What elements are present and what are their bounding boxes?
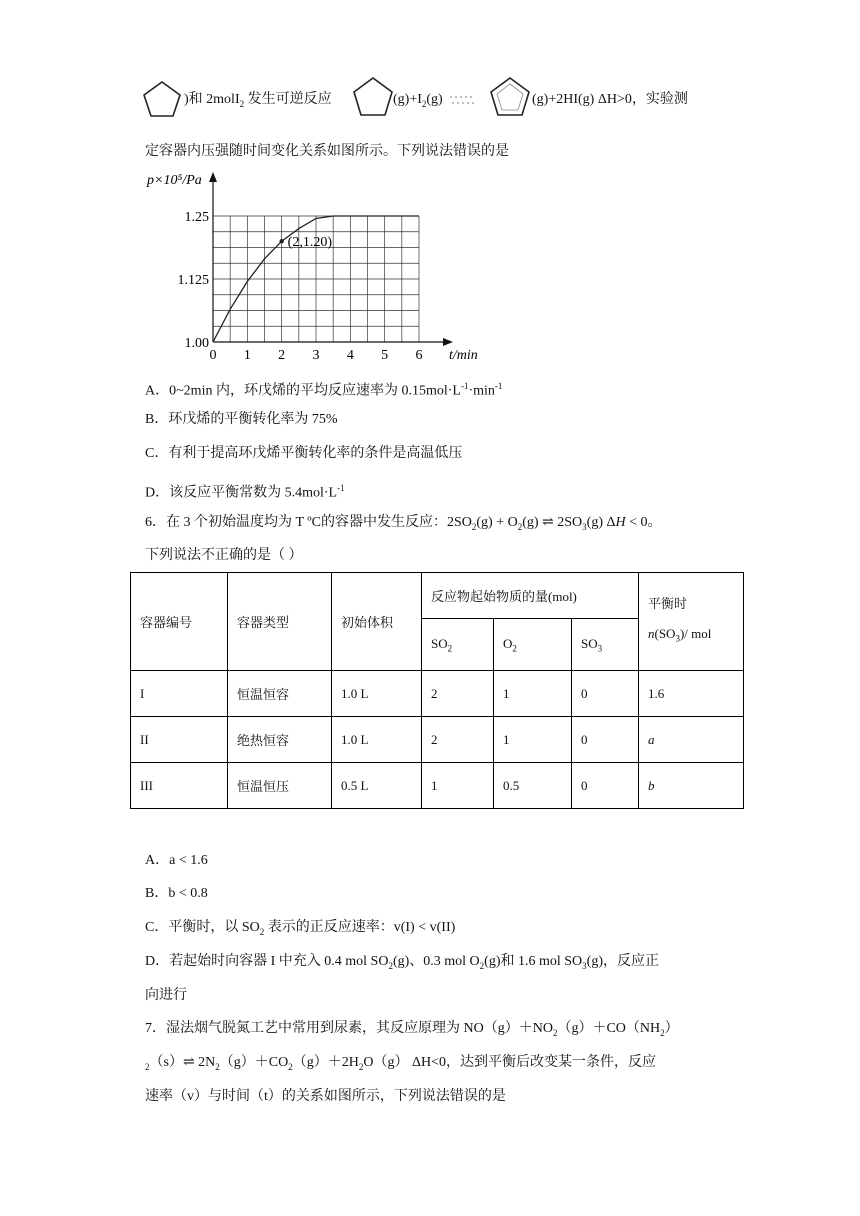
q4-option-a: A．0~2min 内，环戊烯的平均反应速率为 $0.15mol\cdot L^{-1}\cdot\min^{-1}$ [145, 381, 503, 399]
chart-axes [209, 172, 453, 346]
x-tick-label: 1 [243, 348, 251, 363]
header-container-no: 容器编号 [131, 573, 228, 671]
cyclopentadiene-structure-icon [486, 74, 534, 122]
x-tick-label: 5 [381, 348, 389, 363]
subheader-so3: $SO_3$ [572, 619, 639, 671]
x-tick-label: 0 [209, 348, 217, 363]
q6-stem-line2: 下列说法不正确的是（ ） [145, 548, 303, 563]
table-row: III 恒温恒压 0.5 L 1 0.5 0 b [131, 763, 744, 809]
q6-table [130, 572, 744, 809]
x-axis-arrow [443, 338, 453, 346]
header-container-type: 容器类型 [228, 573, 332, 671]
q4-stem-line1: )和 2molI$_2$ 发生可逆反应 [184, 92, 332, 109]
cyclopentene-structure-icon [140, 78, 184, 122]
q6-stem-line1: 6．在 3 个初始温度均为 T ºC的容器中发生反应：$2SO_2(g) + O_2(g)$ ⇌ $2SO_3(g) \Delta H < 0$。 [145, 515, 662, 532]
q4-option-d: D．该反应平衡常数为 $5.4mol\cdot L^{-1}$ [145, 483, 345, 501]
y-tick-label: 1.125 [177, 273, 209, 288]
x-tick-label: 3 [312, 348, 320, 363]
equilibrium-arrow-icon [448, 90, 478, 110]
q6-option-d-cont: 向进行 [145, 988, 187, 1003]
q6-option-d: D．若起始时向容器 I 中充入 0.4 mol $SO_2(g)$、0.3 mol $O_2(g)$和 1.6 mol $SO_3(g)$，反应正 [145, 954, 659, 971]
annotated-point [279, 239, 283, 243]
q7-stem-line2: $_2$（s）⇌ $2N_2(g)+CO_2(g)+2H_2O(g)$ ΔH<0，达到平衡后改变某一条件，反应 [145, 1055, 656, 1072]
pressure-time-chart [145, 168, 485, 368]
cyclopentene-structure-icon [350, 74, 396, 122]
q4-stem-line1-middle: $(g)+I_2(g)$ [393, 92, 443, 109]
y-tick-label: 1.00 [184, 336, 209, 351]
subheader-o2: $O_2$ [494, 619, 572, 671]
q7-stem-line3: 速率（v）与时间（t）的关系如图所示，下列说法错误的是 [145, 1089, 506, 1104]
y-tick-label: 1.25 [184, 210, 209, 225]
q6-option-b: B．b < 0.8 [145, 886, 208, 901]
y-axis-arrow [209, 172, 217, 182]
q4-stem-line1-end: (g)+2HI(g) ΔH>0，实验测 [532, 92, 688, 107]
y-axis-label: p×10⁵/Pa [147, 173, 202, 188]
subheader-so2: $SO_2$ [422, 619, 494, 671]
q7-stem-line1: 7．湿法烟气脱氮工艺中常用到尿素，其反应原理为 $NO(g)+NO_2(g)+CO(NH_2)$ [145, 1021, 679, 1038]
point-annotation: (2,1.20) [287, 235, 332, 251]
x-tick-label: 4 [346, 348, 354, 363]
q4-option-b: B．环戊烯的平衡转化率为 75% [145, 412, 338, 427]
table-row: I 恒温恒容 1.0 L 2 1 0 1.6 [131, 671, 744, 717]
header-equilibrium: 平衡时 $n(SO_3)/$ mol [639, 573, 744, 671]
x-axis-label: t/min [449, 348, 478, 363]
x-tick-label: 6 [415, 348, 423, 363]
q6-option-c: C．平衡时，以 $SO_2$ 表示的正反应速率：v(I) < v(II) [145, 920, 456, 937]
q4-option-c: C．有利于提高环戊烯平衡转化率的条件是高温低压 [145, 446, 463, 461]
header-initial-amount: 反应物起始物质的量(mol) [422, 573, 639, 619]
table-row: II 绝热恒容 1.0 L 2 1 0 a [131, 717, 744, 763]
q6-option-a: A．a < 1.6 [145, 853, 208, 868]
q4-stem-line2: 定容器内压强随时间变化关系如图所示。下列说法错误的是 [145, 144, 509, 159]
x-tick-label: 2 [278, 348, 286, 363]
header-initial-volume: 初始体积 [332, 573, 422, 671]
